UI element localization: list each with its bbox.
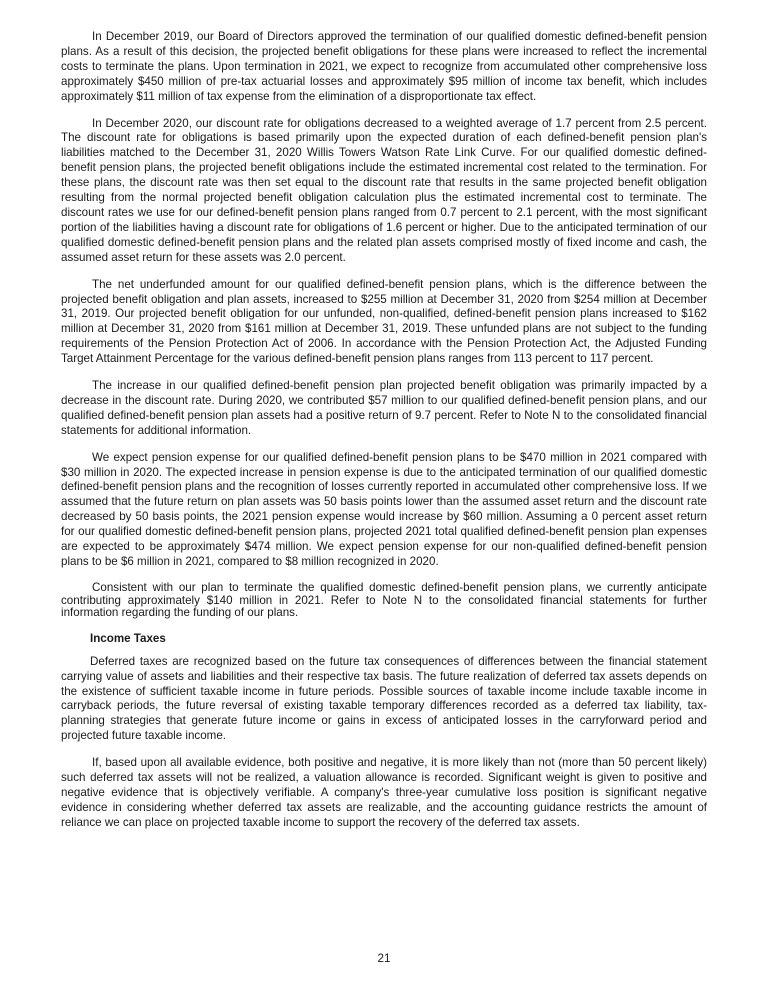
paragraph-obligation-increase: The increase in our qualified defined-benefit pension plan projected benefit obligation was primarily impacted by a decrease in the discount rate. During 2020, we contributed $57 million to our qualified defined-benefit pension plans, and our qualified defined-benefit pension plan assets had a positive return of 9.7 percent. Refer to Note N to the consolidated financial statements for additional information. [61,379,707,437]
paragraph-valuation-allowance: If, based upon all available evidence, both positive and negative, it is more likely than not (more than 50 percent likely) such deferred tax assets will not be realized, a valuation allowance is recorded. Significant weight is given to positive and negative evidence that is objectively verifiable. A company's three-year cumulative loss position is significant negative evidence in considering whether deferred tax assets are realizable, and the accounting guidance restricts the amount of reliance we can place on projected taxable income to support the recovery of the deferred tax assets. [61,756,707,829]
paragraph-pension-expense: We expect pension expense for our qualified defined-benefit pension plans to be $470 million in 2021 compared with $30 million in 2020. The expected increase in pension expense is due to the anticipated termination of our qualified domestic defined-benefit pension plans and the recognition of losses currently reported in accumulated other comprehensive loss. If we assumed that the future return on plan assets was 50 basis points lower than the assumed asset return and the discount rate decreased by 50 basis points, the 2021 pension expense would increase by $60 million. Assuming a 0 percent asset return for our qualified domestic defined-benefit pension plans, projected 2021 total qualified defined-benefit pension plan expenses are expected to be approximately $474 million. We expect pension expense for our non-qualified defined-benefit pension plans to be $6 million in 2021, compared to $8 million recognized in 2020. [61,450,707,568]
paragraph-contributions: Consistent with our plan to terminate the qualified domestic defined-benefit pension plans, we currently anticipate contributing approximately $140 million in 2021. Refer to Note N to the consolidated financial statements for further information regarding the funding of our plans. [61,580,707,620]
income-taxes-heading: Income Taxes [90,631,166,645]
paragraph-discount-rate: In December 2020, our discount rate for obligations decreased to a weighted average of 1.7 percent from 2.5 percent. The discount rate for obligations is based primarily upon the expected duration of each defined-benefit pension plan's liabilities matched to the December 31, 2020 Willis Towers Watson Rate Link Curve. For our qualified domestic defined-benefit pension plans, the projected benefit obligations include the estimated incremental cost related to the termination. For these plans, the discount rate was then set equal to the discount rate that results in the same projected benefit obligation resulting from the normal projected benefit obligation calculation plus the estimated incremental cost to terminate. The discount rates we use for our defined-benefit pension plans ranged from 0.7 percent to 2.1 percent, with the most significant portion of the liabilities having a discount rate for obligations of 1.6 percent or higher. Due to the anticipated termination of our qualified domestic defined-benefit pension plans and the related plan assets comprised mostly of fixed income and cash, the assumed asset return for these assets was 2.0 percent. [61,116,707,264]
paragraph-underfunded-amount: The net underfunded amount for our qualified defined-benefit pension plans, which is the difference between the projected benefit obligation and plan assets, increased to $255 million at December 31, 2020 from $254 million at December 31, 2019. Our projected benefit obligation for our unfunded, non-qualified, defined-benefit pension plans increased to $162 million at December 31, 2020 from $161 million at December 31, 2019. These unfunded plans are not subject to the funding requirements of the Pension Protection Act of 2006. In accordance with the Pension Protection Act, the Adjusted Funding Target Attainment Percentage for the various defined-benefit pension plans ranges from 113 percent to 117 percent. [61,277,707,366]
paragraph-deferred-taxes: Deferred taxes are recognized based on the future tax consequences of differences between the financial statement carrying value of assets and liabilities and their respective tax basis. The future realization of deferred tax assets depends on the existence of sufficient taxable income in future periods. Possible sources of taxable income include taxable income in carryback periods, the future reversal of existing taxable temporary differences recorded as a deferred tax liability, tax-planning strategies that generate future income or gains in excess of anticipated losses in the carryforward period and projected future taxable income. [61,654,707,743]
document-body [61,30,707,843]
page-number: 21 [377,952,391,965]
paragraph-plan-termination: In December 2019, our Board of Directors approved the termination of our qualified domestic defined-benefit pension plans. As a result of this decision, the projected benefit obligations for these plans were increased to reflect the incremental costs to terminate the plans. Upon termination in 2021, we expect to recognize from accumulated other comprehensive loss approximately $450 million of pre-tax actuarial losses and approximately $95 million of income tax benefit, which includes approximately $11 million of tax expense from the elimination of a disproportionate tax effect. [61,30,707,103]
